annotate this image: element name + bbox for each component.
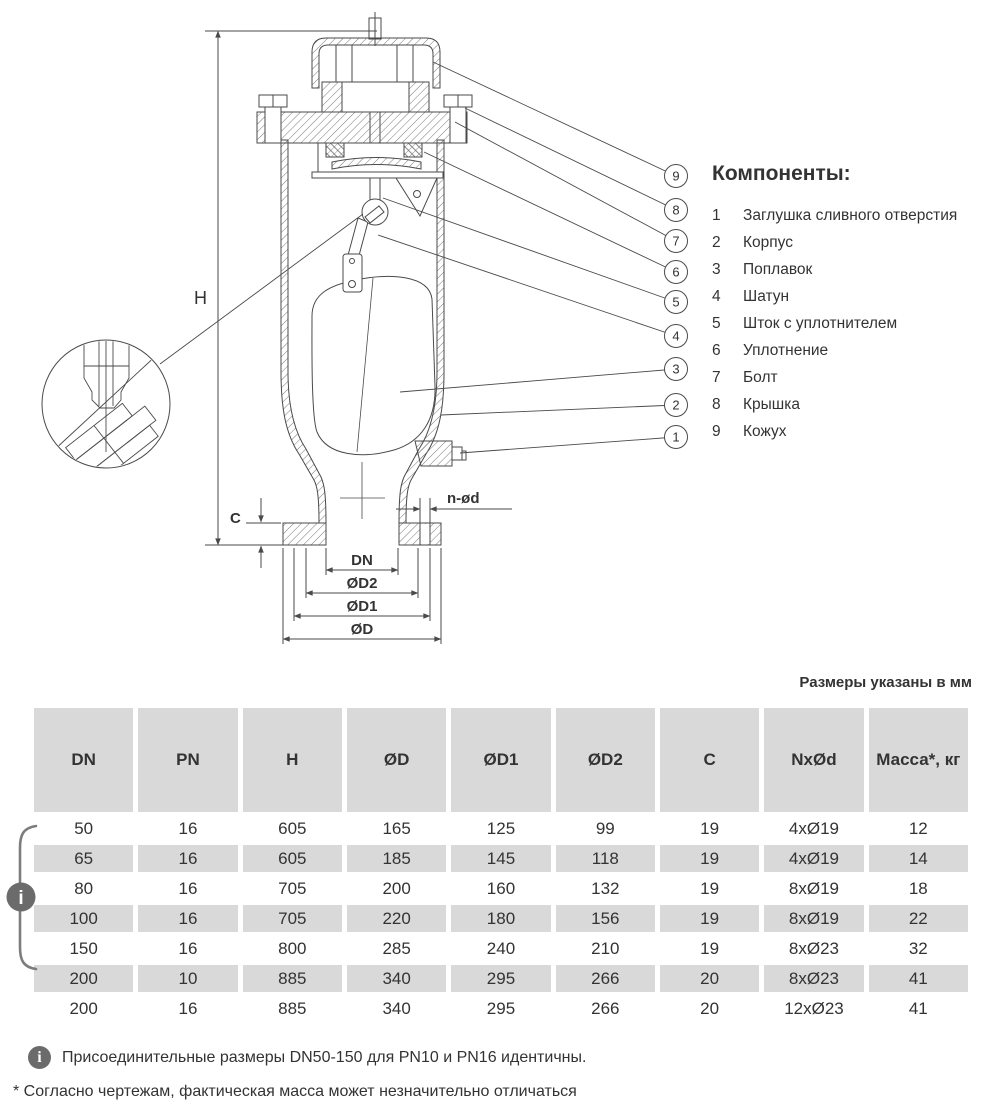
col-mass: Масса*, кг <box>869 708 968 812</box>
cell-h: 800 <box>278 938 307 958</box>
cell-c: 19 <box>700 878 720 898</box>
svg-text:i: i <box>18 888 24 909</box>
cell-pn: 16 <box>178 998 198 1018</box>
callout-3: 3 <box>672 361 680 377</box>
components-list <box>712 203 1004 445</box>
component-label: Кожух <box>743 422 787 440</box>
valve-cross-section <box>257 12 472 545</box>
callout-1: 1 <box>672 429 680 445</box>
cell-h: 705 <box>243 905 342 932</box>
component-label: Уплотнение <box>743 341 829 359</box>
cell-nxod: 4xØ19 <box>788 818 839 838</box>
table-row <box>34 815 968 842</box>
cell-mass: 32 <box>908 938 928 958</box>
cell-od2: 156 <box>556 905 655 932</box>
cell-nxod: 12xØ23 <box>784 998 844 1018</box>
table-row <box>34 875 968 902</box>
cell-nxod: 4xØ19 <box>764 845 863 872</box>
table-row <box>34 935 968 962</box>
cell-dn: 65 <box>34 845 133 872</box>
component-label: Корпус <box>743 234 793 252</box>
float <box>312 276 435 454</box>
component-item <box>712 391 1004 418</box>
label-od2: ØD2 <box>346 575 378 592</box>
table-row <box>34 995 968 1022</box>
cell-h: 885 <box>243 965 342 992</box>
seat-assembly <box>312 143 443 178</box>
component-item <box>712 337 1004 364</box>
cell-nxod: 8xØ19 <box>764 905 863 932</box>
cell-c: 19 <box>660 905 759 932</box>
cell-mass: 14 <box>869 845 968 872</box>
component-label: Шток с уплотнителем <box>743 315 898 332</box>
note-mass-disclaimer: * Согласно чертежам, фактическая масса может незначительно отличаться <box>13 1083 577 1100</box>
component-item <box>712 311 1004 338</box>
callout-6: 6 <box>672 264 680 280</box>
component-label: Шатун <box>743 288 790 306</box>
note-connection-sizes <box>28 1046 586 1069</box>
cell-h: 705 <box>278 878 307 898</box>
col-od: ØD <box>347 708 446 812</box>
component-item <box>712 284 1004 311</box>
cell-od1: 295 <box>486 998 516 1018</box>
cell-c: 20 <box>660 965 759 992</box>
component-number: 8 <box>712 395 721 413</box>
cell-od2: 99 <box>595 818 615 838</box>
cell-c: 19 <box>700 818 720 838</box>
label-od1: ØD1 <box>346 598 378 615</box>
component-number: 1 <box>712 207 721 225</box>
cell-mass: 18 <box>908 878 928 898</box>
component-label: Крышка <box>743 395 800 413</box>
component-label: Поплавок <box>743 261 813 279</box>
col-c: C <box>660 708 759 812</box>
callout-4: 4 <box>672 328 680 344</box>
table-row <box>34 965 968 992</box>
units-note: Размеры указаны в мм <box>799 674 972 691</box>
table-row <box>34 845 968 872</box>
cell-od1: 240 <box>486 938 516 958</box>
rows-bracket <box>2 822 46 974</box>
cell-od1: 145 <box>451 845 550 872</box>
cell-od2: 132 <box>591 878 620 898</box>
cell-dn: 50 <box>74 818 94 838</box>
cell-od: 220 <box>347 905 446 932</box>
detail-circle <box>42 336 170 495</box>
cell-h: 605 <box>243 845 342 872</box>
label-c: C <box>230 510 241 527</box>
component-number: 5 <box>712 315 721 332</box>
col-pn: PN <box>138 708 237 812</box>
cell-pn: 10 <box>138 965 237 992</box>
cell-c: 19 <box>700 938 720 958</box>
table-row <box>34 905 968 932</box>
cell-pn: 16 <box>178 938 198 958</box>
info-icon: i <box>28 1046 51 1069</box>
components-title: Компоненты: <box>712 162 851 185</box>
cell-nxod: 8xØ19 <box>788 878 839 898</box>
callout-7: 7 <box>672 233 680 249</box>
cell-c: 19 <box>660 845 759 872</box>
cell-nxod: 8xØ23 <box>788 938 839 958</box>
cell-od1: 160 <box>486 878 516 898</box>
cell-dn: 80 <box>74 878 94 898</box>
cell-od: 340 <box>382 998 411 1018</box>
cell-od2: 266 <box>556 965 655 992</box>
col-od1: ØD1 <box>451 708 550 812</box>
cell-nxod: 8xØ23 <box>764 965 863 992</box>
label-n-od: n-ød <box>447 490 480 507</box>
component-number: 4 <box>712 288 721 306</box>
cell-h: 605 <box>278 818 307 838</box>
cell-h: 885 <box>278 998 307 1018</box>
col-h: H <box>243 708 342 812</box>
cell-od2: 118 <box>556 845 655 872</box>
component-label: Заглушка сливного отверстия <box>743 207 958 225</box>
cell-mass: 41 <box>908 998 928 1018</box>
cell-mass: 41 <box>869 965 968 992</box>
component-number: 9 <box>712 422 721 440</box>
label-h: H <box>194 288 207 308</box>
cap-cowl <box>312 12 440 88</box>
cell-od1: 295 <box>451 965 550 992</box>
cell-pn: 16 <box>178 818 198 838</box>
cell-pn: 16 <box>178 878 198 898</box>
cell-od2: 266 <box>591 998 620 1018</box>
lever-linkage <box>343 178 437 292</box>
component-label: Болт <box>743 368 778 386</box>
component-number: 6 <box>712 341 721 359</box>
cell-od: 185 <box>347 845 446 872</box>
label-dn: DN <box>351 552 373 569</box>
cell-c: 20 <box>700 998 720 1018</box>
callout-5: 5 <box>672 294 680 310</box>
cell-dn: 100 <box>34 905 133 932</box>
components-legend <box>712 162 1004 445</box>
component-item <box>712 203 1004 230</box>
col-od2: ØD2 <box>556 708 655 812</box>
cell-od: 285 <box>382 938 411 958</box>
note-connection-sizes-text: Присоединительные размеры DN50-150 для PN10 и PN16 идентичны. <box>62 1048 587 1066</box>
component-item <box>712 257 1004 284</box>
cell-od1: 180 <box>451 905 550 932</box>
col-nxod: NxØd <box>764 708 863 812</box>
col-dn: DN <box>34 708 133 812</box>
cell-dn: 150 <box>69 938 98 958</box>
dimensions-table <box>29 705 973 1025</box>
cell-od: 165 <box>382 818 411 838</box>
bonnet <box>257 82 472 143</box>
component-number: 2 <box>712 234 721 252</box>
cell-dn: 200 <box>69 998 98 1018</box>
cell-od2: 210 <box>591 938 620 958</box>
cell-pn: 16 <box>138 845 237 872</box>
cell-od1: 125 <box>486 818 516 838</box>
component-item <box>712 230 1004 257</box>
label-od: ØD <box>350 621 374 638</box>
cell-dn: 200 <box>34 965 133 992</box>
cell-pn: 16 <box>138 905 237 932</box>
callout-2: 2 <box>672 397 680 413</box>
drain-plug <box>415 441 466 466</box>
component-item <box>712 364 1004 391</box>
component-number: 3 <box>712 261 721 279</box>
callout-8: 8 <box>672 202 680 218</box>
cell-od: 340 <box>347 965 446 992</box>
callout-9: 9 <box>672 168 680 184</box>
dimension-c <box>246 498 281 568</box>
table-header <box>34 708 968 812</box>
component-number: 7 <box>712 368 721 386</box>
cell-mass: 12 <box>908 818 928 838</box>
cell-mass: 22 <box>869 905 968 932</box>
component-item <box>712 418 1004 445</box>
cell-od: 200 <box>382 878 411 898</box>
